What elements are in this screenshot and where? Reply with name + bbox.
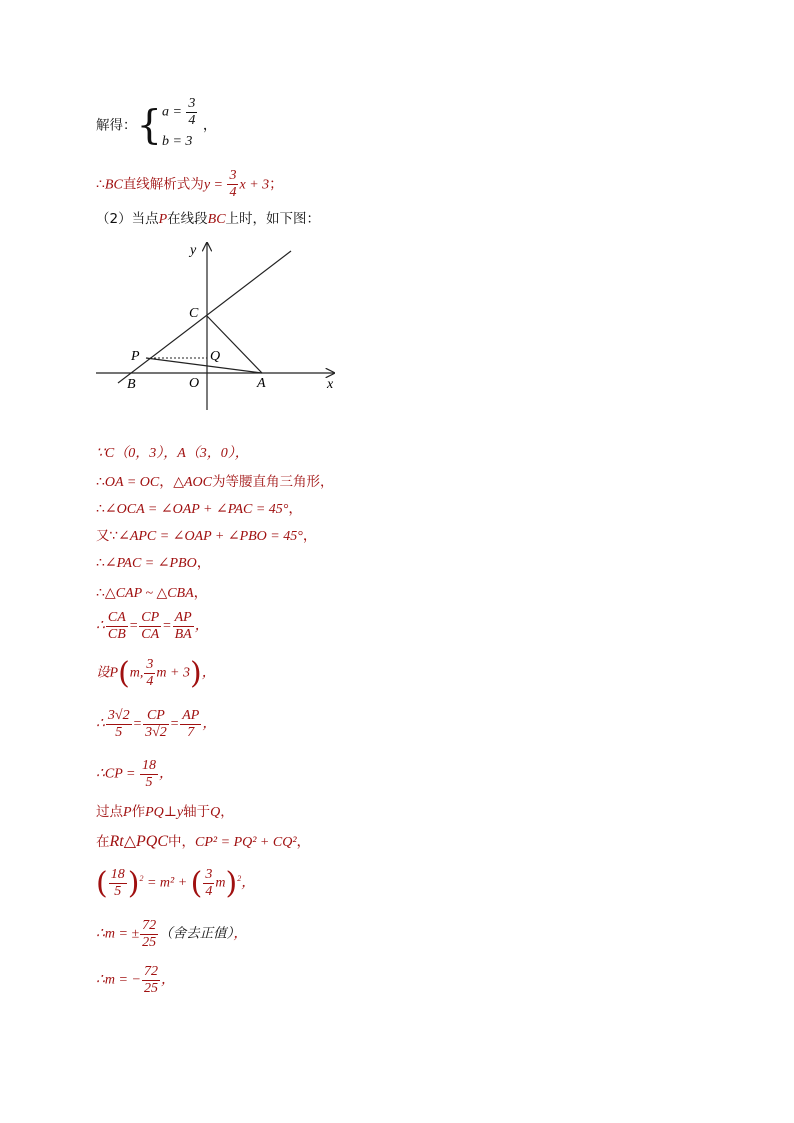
punct: ， [194, 618, 209, 634]
therefore-symbol: ∴ [96, 766, 105, 782]
equation: CP² = PQ² + CQ² [195, 835, 297, 850]
equation: ∠PAC = ∠PBO [104, 556, 197, 571]
oa-oc-line [96, 470, 334, 491]
punct: ， [159, 474, 174, 490]
frac-den: 5 [115, 725, 123, 740]
label-y: y [190, 243, 197, 258]
frac-den: 5 [145, 775, 153, 790]
in-label: 在 [96, 834, 110, 850]
point-p: P [109, 665, 119, 681]
text: 过点 [96, 804, 123, 820]
equation: ∠OCA = ∠OAP + ∠PAC = 45° [104, 502, 289, 517]
set-p-line [96, 656, 216, 691]
exponent: 2 [237, 874, 242, 884]
triangle: Rt△PQC [109, 833, 169, 850]
frac-num: 18 [110, 867, 125, 882]
point-q: Q [210, 805, 221, 820]
therefore-symbol: ∴ [96, 176, 105, 193]
equation-m-line [96, 866, 255, 901]
frac-num: CA [107, 610, 126, 625]
frac-den: CB [107, 627, 126, 642]
therefore-symbol: ∴ [96, 618, 105, 634]
angle-apc-line [96, 524, 317, 545]
text: 中， [168, 834, 196, 850]
bc-equation-line [96, 168, 283, 201]
text: 上时，如下图： [225, 211, 321, 227]
lhs: m = ± [104, 926, 140, 942]
label-q: Q [210, 349, 221, 364]
similar-triangles-line [96, 582, 208, 602]
equation: △CAP ~ △CBA [104, 586, 194, 601]
frac-den: 4 [205, 884, 213, 899]
perpendicular-line [96, 800, 234, 821]
frac-num: 3√2 [107, 708, 130, 723]
frac-den: 4 [229, 185, 237, 200]
frac-den: 4 [146, 674, 154, 689]
equals: = [128, 618, 139, 634]
right-paren: ) [189, 656, 202, 691]
ratio-line [96, 610, 209, 643]
segment-pa [146, 358, 262, 373]
triangle: △AOC [173, 475, 213, 490]
text: （2）当点 [96, 211, 159, 227]
frac-den: 5 [114, 884, 122, 899]
line-bc [118, 251, 291, 383]
x-term: x + 3 [239, 177, 270, 193]
punct: ， [201, 665, 216, 681]
m-plusminus-line [96, 918, 247, 951]
exponent: 2 [139, 874, 144, 884]
because-symbol: 又∵ [96, 528, 119, 544]
therefore-symbol: ∴ [96, 926, 105, 942]
frac-num: CP [143, 708, 169, 725]
punct: ， [202, 117, 217, 134]
frac-den: CA [141, 627, 160, 642]
text: 轴于 [183, 804, 211, 820]
segment-bc: BC [207, 212, 226, 227]
frac-num: 72 [142, 918, 157, 933]
system-equations [162, 96, 198, 155]
label-p: P [131, 349, 140, 364]
equals: = [162, 618, 172, 634]
punct: ， [241, 875, 256, 891]
equation: ∠APC = ∠OAP + ∠PBO = 45° [118, 529, 303, 544]
angle-pac-line [96, 552, 211, 572]
m-final-line [96, 964, 175, 997]
punct: ， [302, 528, 317, 544]
left-paren: ( [190, 866, 203, 901]
punct: ； [269, 176, 284, 193]
expr: = m² + [143, 875, 191, 891]
frac-den: 4 [188, 113, 196, 128]
expr: m + 3 [156, 665, 190, 681]
therefore-symbol: ∴ [96, 474, 105, 490]
label-b: B [127, 377, 136, 392]
label-x: x [327, 377, 334, 392]
note: （舍去正值） [159, 925, 234, 942]
label-a: A [257, 376, 266, 391]
cp-value-line [96, 758, 173, 791]
m-term: m [215, 875, 226, 891]
frac-num: 3 [205, 867, 213, 882]
pq-perp: PQ⊥y [145, 805, 184, 820]
frac-num: 72 [143, 964, 158, 979]
segment-bc: BC [104, 177, 123, 193]
frac-den: 7 [187, 725, 195, 740]
point-p: P [158, 212, 168, 227]
frac-den: 3√2 [145, 725, 167, 740]
text: 作 [131, 804, 146, 820]
frac-den: 25 [143, 981, 158, 996]
frac-num: 3 [146, 657, 154, 672]
eq-a: a = [161, 104, 186, 120]
set-label: 设 [96, 664, 110, 681]
text: 为等腰直角三角形， [212, 474, 334, 490]
point-p: P [123, 805, 132, 820]
punct: ， [193, 585, 208, 601]
punct: ， [159, 766, 174, 782]
frac-num: 3 [229, 168, 237, 183]
angle-oca-line [96, 498, 302, 518]
text: ∵C（0，3），A（3，0）， [96, 446, 249, 461]
lhs: CP = [104, 766, 140, 782]
therefore-symbol: ∴ [96, 501, 105, 517]
text: 直线解析式为 [122, 176, 204, 193]
therefore-symbol: ∴ [96, 716, 105, 732]
punct: ， [296, 834, 311, 850]
therefore-symbol: ∴ [96, 585, 105, 601]
solution-system [96, 96, 217, 155]
right-paren: ) [127, 866, 140, 901]
y-eq: y = [203, 177, 227, 193]
given-points [96, 442, 249, 462]
eq-b: b = 3 [161, 134, 193, 149]
frac-num: 18 [142, 758, 157, 773]
equals: = [132, 716, 143, 732]
punct: ， [202, 716, 217, 732]
label-o: O [189, 376, 200, 391]
punct: ， [196, 555, 211, 571]
punct: ， [160, 972, 175, 988]
frac-den: BA [174, 627, 192, 642]
right-paren: ) [225, 866, 238, 901]
frac-num: CP [141, 610, 160, 625]
left-paren: ( [96, 866, 108, 901]
frac-num: AP [182, 708, 200, 723]
frac-num: 3 [188, 96, 196, 111]
segment-ca [207, 316, 262, 373]
ratio-values-line [96, 708, 216, 741]
m-term: m, [129, 665, 144, 681]
therefore-symbol: ∴ [96, 972, 105, 988]
text: 在线段 [167, 211, 208, 227]
label-c: C [189, 306, 199, 321]
equation: OA = OC [104, 475, 160, 490]
solve-label: 解得： [96, 117, 137, 134]
equals: = [169, 716, 180, 732]
punct: ， [233, 926, 248, 942]
lhs: m = − [104, 972, 141, 988]
pythagoras-line [96, 830, 311, 851]
part2-heading [96, 207, 320, 228]
punct: ， [288, 501, 303, 517]
frac-den: 25 [142, 935, 157, 950]
punct: ， [220, 804, 234, 820]
geometry-figure [90, 240, 350, 420]
left-paren: ( [118, 656, 130, 691]
frac-num: AP [174, 610, 192, 625]
left-brace: { [136, 102, 162, 149]
therefore-symbol: ∴ [96, 555, 105, 571]
